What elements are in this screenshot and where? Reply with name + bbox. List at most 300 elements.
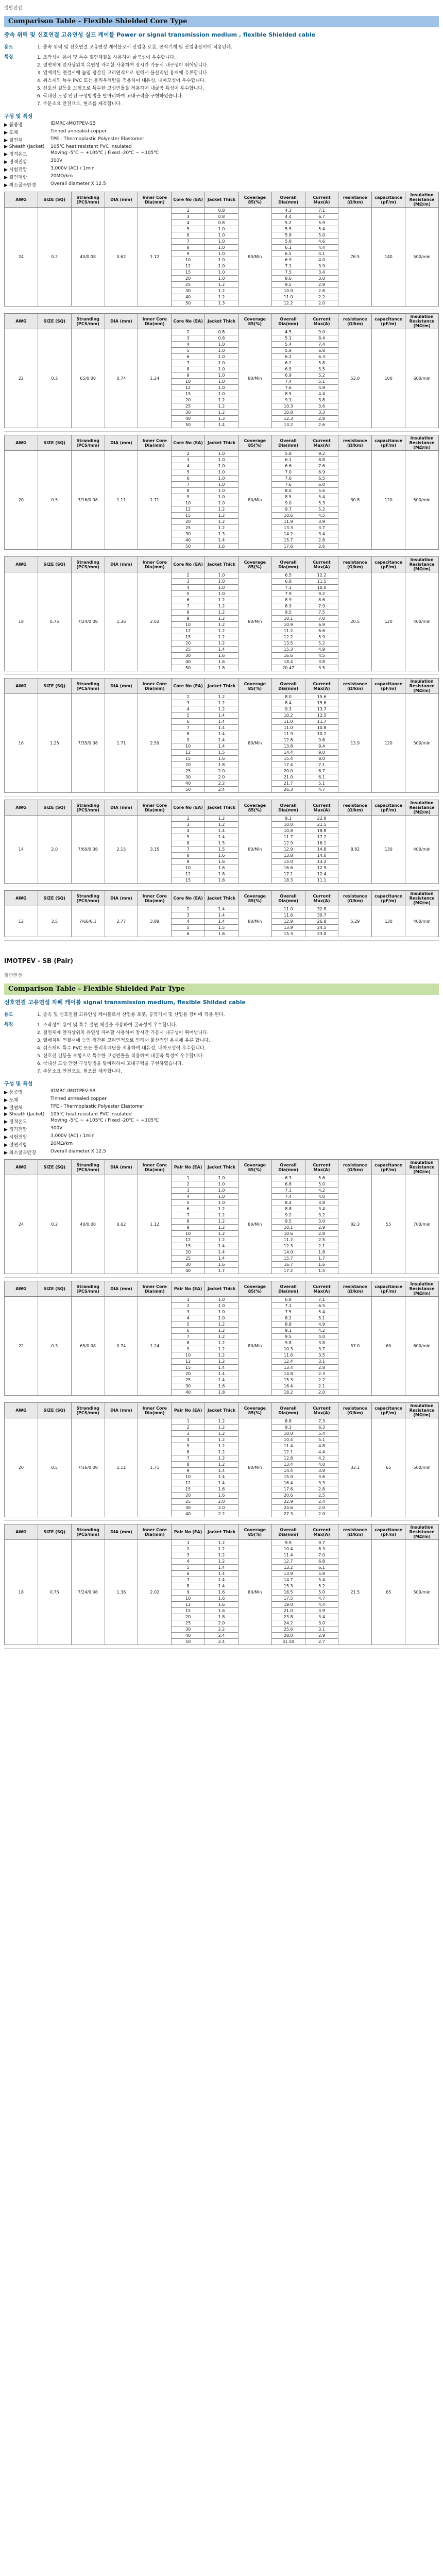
table-header: capacitance (pF/m) (372, 1281, 405, 1297)
cell-overall-dia: 5.8 (271, 348, 305, 354)
spec-value: 20MΩ/km (50, 1141, 73, 1146)
cell-overall-dia: 9.5 (271, 609, 305, 616)
cell-current: 11.5 (305, 579, 338, 585)
table-header: Jacket Thick (205, 1524, 238, 1540)
cell-overall-dia: 9.7 (271, 506, 305, 513)
table-header: Coverage 85(%) (238, 557, 271, 572)
cell-current: 2.8 (305, 1231, 338, 1237)
cell-current: 4.4 (305, 1602, 338, 1608)
cell-overall-dia: 19.0 (271, 1602, 305, 1608)
cell-core-no: 8 (172, 1462, 205, 1468)
cell-jacket: 1.4 (205, 919, 238, 925)
table-header: Inner Core Dia(mm) (138, 1403, 172, 1418)
spec-row (4, 1125, 439, 1133)
cell-jacket: 1.2 (205, 1443, 238, 1449)
table-header: capacitance (pF/m) (372, 1403, 405, 1418)
cell-current: 9.2 (305, 451, 338, 457)
cell-core-no: 12 (172, 750, 205, 756)
cell-core-no: 8 (172, 609, 205, 616)
cell-current: 5.0 (305, 1181, 338, 1188)
cell-current: 3.1 (305, 1359, 338, 1365)
cell-core-no: 25 (172, 525, 205, 531)
table-row (5, 208, 439, 214)
cell-core-no: 40 (172, 781, 205, 787)
cell-current: 3.9 (305, 519, 338, 525)
spec-key: ▶ 정격전압 (4, 1127, 27, 1132)
table-header: Insulation Resistance (MΩ/m) (405, 1524, 439, 1540)
cell-current: 7.5 (305, 609, 338, 616)
cell-core-no: 25 (172, 1256, 205, 1262)
cell-jacket: 1.4 (205, 713, 238, 719)
cell-overall-dia: 15.3 (271, 647, 305, 653)
cell-core-no: 40 (172, 416, 205, 422)
table-header: Coverage 85(%) (238, 679, 271, 694)
table-header: Pair No (EA) (172, 1403, 205, 1418)
features-label-2: 특징 (4, 1022, 13, 1027)
cell-current: 5.1 (305, 1437, 338, 1443)
cell-jacket: 1.0 (205, 360, 238, 366)
cell-overall-dia: 8.4 (271, 700, 305, 706)
merged-cell: 0.62 (105, 208, 138, 307)
cell-overall-dia: 7.0 (271, 469, 305, 476)
cell-current: 6.5 (305, 1303, 338, 1309)
merged-cell: 0.3 (38, 1297, 71, 1396)
cell-current: 2.6 (305, 288, 338, 294)
cell-jacket: 1.6 (205, 653, 238, 659)
cell-overall-dia: 23.8 (271, 1614, 305, 1620)
cell-jacket: 1.5 (205, 840, 238, 846)
cell-jacket: 1.2 (205, 1462, 238, 1468)
merged-cell: 80/Min (238, 1297, 271, 1396)
cell-current: 3.9 (305, 263, 338, 269)
cell-overall-dia: 15.3 (271, 1583, 305, 1589)
table-header: Stranding (PCS/mm) (71, 679, 105, 694)
cell-core-no: 3 (172, 1552, 205, 1558)
cell-overall-dia: 13.8 (271, 743, 305, 750)
cell-current: 3.8 (305, 1200, 338, 1206)
cell-jacket: 1.0 (205, 1309, 238, 1315)
cell-overall-dia: 20.47 (271, 665, 305, 671)
cell-overall-dia: 7.6 (271, 385, 305, 391)
cell-current: 3.0 (305, 276, 338, 282)
cell-current: 5.4 (305, 1431, 338, 1437)
cell-jacket: 1.2 (205, 622, 238, 628)
cell-core-no: 15 (172, 1486, 205, 1493)
cell-overall-dia: 21.7 (271, 781, 305, 787)
cell-core-no: 3 (172, 214, 205, 220)
cell-overall-dia: 15.0 (271, 1474, 305, 1480)
cell-current: 2.0 (305, 1505, 338, 1511)
cell-core-no: 8 (172, 366, 205, 372)
table-header: Current Max(A) (305, 314, 338, 329)
cell-current: 6.3 (305, 1425, 338, 1431)
section1-info (4, 42, 439, 109)
cell-overall-dia: 11.4 (271, 1552, 305, 1558)
cell-core-no: 5 (172, 1200, 205, 1206)
cell-overall-dia: 18.3 (271, 877, 305, 884)
spec-row (4, 1148, 439, 1156)
cell-current: 2.8 (305, 416, 338, 422)
cell-current: 7.4 (305, 342, 338, 348)
merged-cell: 7/24/0.08 (71, 572, 105, 671)
cell-core-no: 4 (172, 1558, 205, 1565)
merged-cell: 120 (372, 451, 405, 550)
features-row (4, 52, 439, 109)
cell-core-no: 4 (172, 1194, 205, 1200)
cell-current: 2.3 (305, 1371, 338, 1377)
cell-core-no: 2 (172, 1303, 205, 1309)
table-header: SIZE (SQ) (38, 1524, 71, 1540)
table-header: AWG (5, 1403, 38, 1418)
cell-core-no: 4 (172, 919, 205, 925)
table-divider (4, 1648, 439, 1649)
merged-cell: 80/Min (238, 208, 271, 307)
cell-overall-dia: 9.5 (271, 1334, 305, 1340)
cell-current: 4.7 (305, 1596, 338, 1602)
merged-cell: 3.15 (138, 816, 172, 884)
merged-cell: 65 (372, 1540, 405, 1645)
cell-overall-dia: 13.3 (271, 525, 305, 531)
cell-jacket: 1.6 (205, 659, 238, 665)
cell-overall-dia: 10.1 (271, 1225, 305, 1231)
merged-cell: 65/0.08 (71, 329, 105, 428)
cell-current: 5.1 (305, 781, 338, 787)
cell-overall-dia: 7.5 (271, 269, 305, 276)
cell-overall-dia: 18.2 (271, 1389, 305, 1396)
cell-current: 2.8 (305, 1486, 338, 1493)
table-header: Overall Dia(mm) (271, 557, 305, 572)
merged-cell: 2.59 (138, 694, 172, 793)
spec-key: ▶ 절연체 (4, 138, 23, 143)
feature-item: 3. 열배치된 연결서에 높임 평간된 고리연적으로 인해서 불산적인 용재에 유류 합니다. (37, 1038, 210, 1043)
cell-overall-dia: 8.9 (271, 603, 305, 609)
cell-core-no: 9 (172, 859, 205, 865)
cell-current: 6.3 (305, 354, 338, 360)
table-header: resistance (Ω/km) (338, 1403, 372, 1418)
cell-jacket: 1.0 (205, 354, 238, 360)
spec-row (4, 158, 439, 165)
cell-core-no: 15 (172, 269, 205, 276)
merged-cell: 600/min (405, 1297, 439, 1396)
cell-overall-dia: 16.4 (271, 1383, 305, 1389)
spec-table (4, 556, 439, 671)
cell-core-no: 15 (172, 877, 205, 884)
cell-jacket: 2.0 (205, 1499, 238, 1505)
cell-core-no: 5 (172, 1443, 205, 1449)
cell-overall-dia: 10.0 (271, 822, 305, 828)
table-header: Insulation Resistance (MΩ/m) (405, 314, 439, 329)
merged-cell: 1.71 (138, 1418, 172, 1517)
cell-current: 2.6 (305, 422, 338, 428)
merged-cell: 400/min (405, 572, 439, 671)
cell-overall-dia: 10.6 (271, 513, 305, 519)
table-header: Stranding (PCS/mm) (71, 1281, 105, 1297)
cell-current: 10.0 (305, 585, 338, 591)
table-header: capacitance (pF/m) (372, 891, 405, 906)
cell-core-no: 4 (172, 828, 205, 834)
cell-jacket: 2.0 (205, 774, 238, 781)
cell-overall-dia: 10.4 (271, 1546, 305, 1552)
merged-cell: 40/0.08 (71, 208, 105, 307)
cell-core-no: 7 (172, 1334, 205, 1340)
section2-info (4, 1009, 439, 1076)
cell-core-no: 8 (172, 853, 205, 859)
cell-current: 3.7 (305, 1346, 338, 1352)
cell-core-no: 9 (172, 1225, 205, 1231)
cell-current: 4.0 (305, 257, 338, 263)
cell-core-no: 8 (172, 731, 205, 737)
cell-core-no: 6 (172, 476, 205, 482)
cell-core-no: 2 (172, 1181, 205, 1188)
table-header: SIZE (SQ) (38, 891, 71, 906)
cell-jacket: 1.4 (205, 537, 238, 544)
cell-overall-dia: 17.6 (271, 544, 305, 550)
spec-row (4, 1104, 439, 1111)
cell-jacket: 1.0 (205, 366, 238, 372)
cell-jacket: 1.2 (205, 288, 238, 294)
spec-row (4, 1088, 439, 1096)
cell-current: 3.1 (305, 1626, 338, 1633)
cell-jacket: 2.0 (205, 1620, 238, 1626)
cell-jacket: 1.2 (205, 1359, 238, 1365)
cell-overall-dia: 31.50 (271, 1639, 305, 1645)
cell-jacket: 1.0 (205, 1188, 238, 1194)
cell-overall-dia: 9.0 (271, 500, 305, 506)
cell-jacket: 1.2 (205, 1321, 238, 1328)
cell-jacket: 2.4 (205, 787, 238, 793)
cell-core-no: 12 (172, 263, 205, 269)
cell-jacket: 1.4 (205, 1377, 238, 1383)
spec-row (4, 1096, 439, 1104)
cell-core-no: 25 (172, 282, 205, 288)
cell-current: 1.7 (305, 1256, 338, 1262)
cell-jacket: 1.0 (205, 476, 238, 482)
cell-jacket: 1.2 (205, 640, 238, 647)
table-header: Core No (EA) (172, 800, 205, 816)
cell-jacket: 1.0 (205, 379, 238, 385)
spec-row (4, 1141, 439, 1148)
cell-jacket: 1.4 (205, 1474, 238, 1480)
spec-table (4, 1402, 439, 1517)
cell-overall-dia: 6.5 (271, 572, 305, 579)
table-header: Core No (EA) (172, 891, 205, 906)
cell-core-no: 25 (172, 1620, 205, 1626)
table-header: DIA (mm) (105, 1281, 138, 1297)
cell-overall-dia: 7.4 (271, 1194, 305, 1200)
cell-overall-dia: 7.6 (271, 482, 305, 488)
cell-overall-dia: 14.2 (271, 531, 305, 537)
cell-jacket: 1.4 (205, 1565, 238, 1571)
cell-overall-dia: 14.4 (271, 750, 305, 756)
cell-current: 3.0 (305, 1620, 338, 1626)
cell-core-no: 5 (172, 834, 205, 840)
cell-core-no: 9 (172, 372, 205, 379)
table-header: DIA (mm) (105, 435, 138, 451)
table-header: Insulation Resistance (MΩ/m) (405, 679, 439, 694)
cell-overall-dia: 4.5 (271, 329, 305, 335)
cell-core-no: 30 (172, 1626, 205, 1633)
spec-row (4, 173, 439, 181)
cell-jacket: 1.2 (205, 1328, 238, 1334)
cell-jacket: 1.4 (205, 1365, 238, 1371)
spec-value: 3,000V (AC) / 1min (50, 1133, 95, 1139)
cell-core-no: 20 (172, 397, 205, 403)
cell-jacket: 1.2 (205, 597, 238, 603)
merged-cell: 7/24/0.08 (71, 1540, 105, 1645)
table-header: Insulation Resistance (MΩ/m) (405, 800, 439, 816)
spec-row (4, 165, 439, 173)
cell-core-no: 40 (172, 659, 205, 665)
cell-jacket: 1.2 (205, 1206, 238, 1212)
merged-cell: 0.62 (105, 1175, 138, 1274)
cell-core-no: 4 (172, 342, 205, 348)
cell-jacket: 1.0 (205, 585, 238, 591)
cell-core-no: 12 (172, 628, 205, 634)
table-header: Insulation Resistance (MΩ/m) (405, 1281, 439, 1297)
cell-jacket: 2.4 (205, 1633, 238, 1639)
cell-jacket: 1.2 (205, 397, 238, 403)
merged-cell: 24 (5, 1175, 38, 1274)
cell-core-no: 10 (172, 1474, 205, 1480)
spec-heading-2: 구성 및 특성 (4, 1081, 33, 1087)
cell-core-no: 10 (172, 379, 205, 385)
cell-jacket: 1.7 (205, 1268, 238, 1274)
cell-core-no: 40 (172, 1511, 205, 1517)
cell-current: 4.9 (305, 647, 338, 653)
cell-current: 6.9 (305, 469, 338, 476)
cell-core-no: 50 (172, 422, 205, 428)
cell-overall-dia: 11.0 (271, 294, 305, 300)
cell-current: 2.7 (305, 1639, 338, 1645)
merged-cell: 8.82 (338, 816, 372, 884)
cell-overall-dia: 21.0 (271, 774, 305, 781)
merged-cell: 1.36 (105, 1540, 138, 1645)
merged-cell: 0.2 (38, 1175, 71, 1274)
spec-key: ▶ 최소굴곡반경 (4, 183, 36, 188)
cell-current: 9.7 (305, 1540, 338, 1546)
cell-overall-dia: 20.0 (271, 768, 305, 774)
cell-current: 3.4 (305, 1206, 338, 1212)
cell-core-no: 12 (172, 506, 205, 513)
cell-jacket: 1.4 (205, 647, 238, 653)
cell-jacket: 1.4 (205, 719, 238, 725)
cell-jacket: 1.0 (205, 469, 238, 476)
table-header: Stranding (PCS/mm) (71, 1524, 105, 1540)
cell-current: 5.0 (305, 1589, 338, 1596)
cell-core-no: 30 (172, 1505, 205, 1511)
table-header: Current Max(A) (305, 1403, 338, 1418)
table-header: Stranding (PCS/mm) (71, 557, 105, 572)
cell-core-no: 3 (172, 335, 205, 342)
table-header: Jacket Thick (205, 891, 238, 906)
cell-jacket: 1.2 (205, 1212, 238, 1218)
table-header: resistance (Ω/km) (338, 891, 372, 906)
cell-current: 11.7 (305, 719, 338, 725)
table-header: Core No (EA) (172, 314, 205, 329)
cell-core-no: 6 (172, 354, 205, 360)
spec-row (4, 128, 439, 136)
spec-row (4, 1133, 439, 1141)
feature-item: 5. 신호선 길등을 보험으로 특수한 고성빈틀을 적용하여 내굴곡 특성이 우수합니다. (37, 1054, 205, 1059)
cell-core-no: 8 (172, 1583, 205, 1589)
cell-jacket: 1.4 (205, 731, 238, 737)
cell-core-no: 2 (172, 906, 205, 912)
table-header: DIA (mm) (105, 192, 138, 208)
spec-row (4, 1117, 439, 1125)
cell-overall-dia: 13.8 (271, 853, 305, 859)
table-header: DIA (mm) (105, 557, 138, 572)
cell-jacket: 1.6 (205, 859, 238, 865)
merged-cell: 22 (5, 329, 38, 428)
cell-jacket: 1.6 (205, 1493, 238, 1499)
cell-current: 4.2 (305, 1328, 338, 1334)
table-header: Coverage 85(%) (238, 891, 271, 906)
table-header: Jacket Thick (205, 557, 238, 572)
table-header: resistance (Ω/km) (338, 1524, 372, 1540)
cell-core-no: 7 (172, 239, 205, 245)
cell-jacket: 1.4 (205, 1243, 238, 1249)
cell-current: 12.5 (305, 713, 338, 719)
table-header: resistance (Ω/km) (338, 192, 372, 208)
cell-current: 10.8 (305, 725, 338, 731)
table-header: Overall Dia(mm) (271, 1281, 305, 1297)
cell-overall-dia: 10.8 (271, 410, 305, 416)
cell-current: 4.0 (305, 1194, 338, 1200)
cell-current: 7.9 (305, 603, 338, 609)
cell-overall-dia: 7.6 (271, 476, 305, 482)
cell-core-no: 25 (172, 403, 205, 410)
cell-core-no: 6 (172, 1571, 205, 1577)
cell-core-no: 7 (172, 482, 205, 488)
purpose-text-2: 1. 중속 및 신호연결 고유연성 케이블로서 산업용 로봇, 공작기계 및 산업용 장비에 적용 된다. (37, 1012, 225, 1018)
cell-overall-dia: 6.6 (271, 463, 305, 469)
cell-overall-dia: 11.9 (271, 519, 305, 525)
cell-overall-dia: 16.4 (271, 1480, 305, 1486)
features-list (37, 53, 209, 107)
cell-jacket: 1.0 (205, 257, 238, 263)
cell-core-no: 25 (172, 1499, 205, 1505)
cell-core-no: 10 (172, 500, 205, 506)
cell-core-no: 9 (172, 1468, 205, 1474)
spec-value: IDMRC-IMOTPEV-SB (50, 1089, 96, 1094)
table-row (5, 1418, 439, 1425)
cell-jacket: 1.2 (205, 1437, 238, 1443)
spec-key: ▶ 품종명 (4, 1090, 23, 1095)
table-header: Overall Dia(mm) (271, 800, 305, 816)
cell-jacket: 1.0 (205, 591, 238, 597)
cell-overall-dia: 10.9 (271, 622, 305, 628)
cell-overall-dia: 9.1 (271, 397, 305, 403)
cell-core-no: 15 (172, 513, 205, 519)
cell-jacket: 1.2 (205, 1455, 238, 1462)
cell-jacket: 1.0 (205, 1315, 238, 1321)
table-header: Insulation Resistance (MΩ/m) (405, 192, 439, 208)
cell-current: 4.9 (305, 385, 338, 391)
cell-current: 4.5 (305, 653, 338, 659)
cell-core-no: 5 (172, 226, 205, 232)
table-header: Inner Core Dia(mm) (138, 1524, 172, 1540)
merged-cell: 2.02 (138, 572, 172, 671)
cell-jacket: 1.2 (205, 816, 238, 822)
cell-jacket: 1.2 (205, 694, 238, 700)
feature-item: 3. 열배치된 연결서에 높임 평간된 고리연적으로 인해서 불산적인 용재에 유류합니다. (37, 71, 209, 76)
cell-current: 4.7 (305, 787, 338, 793)
cell-core-no: 12 (172, 871, 205, 877)
table-header: AWG (5, 800, 38, 816)
merged-cell: 1.12 (138, 1175, 172, 1274)
cell-current: 5.5 (305, 366, 338, 372)
cell-overall-dia: 5.2 (271, 220, 305, 226)
